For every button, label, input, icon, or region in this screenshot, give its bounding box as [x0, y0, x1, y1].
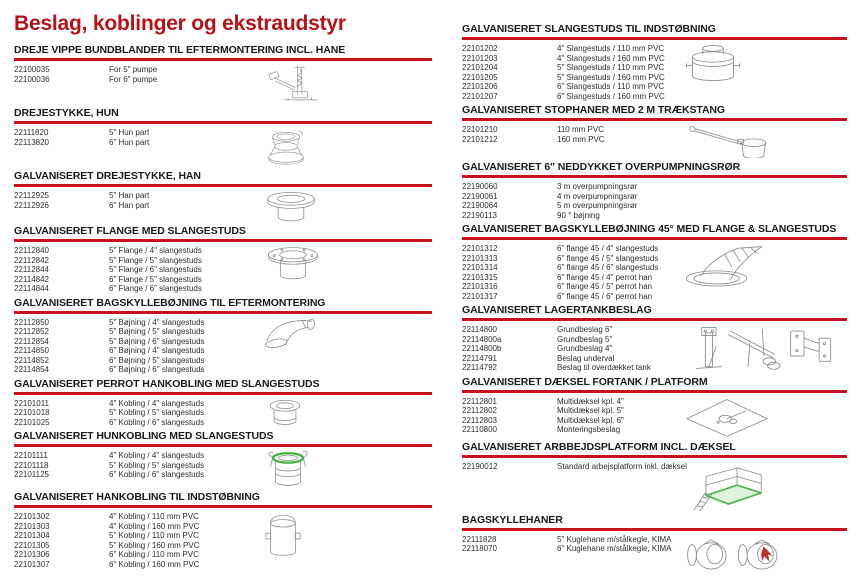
- part-number: 22114844: [14, 284, 49, 293]
- part-row: [14, 550, 229, 560]
- part-list: [462, 324, 677, 373]
- part-row: [462, 354, 677, 364]
- part-list: [14, 127, 229, 147]
- product-section: [14, 44, 432, 104]
- part-row: [462, 282, 677, 292]
- section-title: GALVANISERET ARBBEJDSPLATFORM INCL. DÆKSEL: [462, 440, 736, 453]
- part-row: [14, 512, 229, 522]
- part-row: [14, 138, 229, 148]
- part-row: [14, 318, 229, 328]
- section-title: GALVANISERET STOPHANER MED 2 M TRÆKSTANG: [462, 104, 725, 116]
- part-number: 22114800: [462, 325, 497, 334]
- part-list: [462, 534, 677, 554]
- section-divider: [462, 175, 847, 178]
- section-title: BAGSKYLLEHANER: [462, 513, 563, 526]
- part-row: [14, 522, 229, 532]
- section-title: GALVANISERET FLANGE MED SLANGESTUDS: [14, 225, 246, 237]
- part-row: [14, 356, 229, 366]
- flat-elbow-45-drawing: [677, 243, 847, 287]
- part-description: 5" Kobling / 110 mm PVC: [109, 531, 199, 540]
- section-title: GALVANISERET LAGERTANKBESLAG: [462, 304, 652, 316]
- product-section: [462, 161, 847, 220]
- part-number: 22101302: [14, 512, 50, 521]
- part-number: 22101303: [14, 521, 50, 531]
- part-description: Grundbeslag 5": [557, 334, 613, 344]
- part-row: [462, 344, 677, 354]
- part-list: [14, 450, 229, 480]
- part-number: 22101317: [462, 291, 498, 301]
- section-body: [462, 124, 847, 158]
- part-description: 6" Hun part: [109, 137, 150, 147]
- product-section: [462, 104, 847, 158]
- part-description: 6" Kobling / 110 mm PVC: [109, 550, 199, 559]
- section-body: [14, 64, 432, 104]
- ball-valves-drawing: [677, 534, 847, 576]
- part-description: 4" Kobling / 160 mm PVC: [109, 521, 200, 531]
- part-description: 6" Bøjning / 5" slangestuds: [109, 355, 205, 365]
- part-description: 5" Han part: [109, 191, 150, 200]
- part-number: 22101306: [14, 550, 50, 559]
- part-description: 3 m overpumpningsrør: [557, 182, 638, 191]
- part-number: 22112926: [14, 200, 49, 210]
- section-body: [14, 127, 432, 167]
- part-row: [462, 244, 677, 254]
- section-divider: [462, 455, 847, 458]
- part-number: 22112842: [14, 255, 49, 265]
- part-number: 22114791: [462, 353, 497, 363]
- part-row: [462, 416, 677, 426]
- left-column: [14, 6, 432, 579]
- part-row: [14, 75, 229, 85]
- part-row: [462, 125, 677, 135]
- part-description: 110 mm PVC: [557, 125, 604, 134]
- part-row: [462, 325, 677, 335]
- part-description: 5" Flange / 4" slangestuds: [109, 246, 202, 255]
- part-row: [462, 135, 677, 145]
- section-divider: [462, 390, 847, 393]
- elbow-drawing: [229, 317, 432, 349]
- section-title: GALVANISERET HANKOBLING TIL INDSTØBNING: [14, 491, 260, 503]
- part-row: [14, 191, 229, 201]
- section-body: [462, 396, 847, 438]
- part-number: 22112840: [14, 246, 49, 255]
- part-row: [462, 292, 677, 302]
- part-row: [462, 82, 677, 92]
- part-number: 22190113: [462, 210, 497, 220]
- part-description: 5" Bøjning / 5" slangestuds: [109, 327, 205, 336]
- section-title: GALVANISERET DREJESTYKKE, HAN: [14, 170, 201, 182]
- section-divider: [14, 58, 432, 61]
- product-section: [14, 225, 432, 294]
- section-body: [462, 324, 847, 373]
- studs-castin-drawing: [677, 43, 847, 83]
- part-row: [14, 418, 229, 428]
- work-platform-drawing: [677, 461, 847, 511]
- part-number: 22190060: [462, 182, 498, 191]
- part-row: [462, 335, 677, 345]
- section-divider: [462, 528, 847, 531]
- stop-valve-drawing: [677, 124, 847, 158]
- product-section: [14, 170, 432, 222]
- part-description: 5" Kobling / 5" slangestuds: [109, 408, 205, 417]
- part-description: 6" flange 45 / 5" slangestuds: [557, 253, 659, 263]
- section-divider: [14, 239, 432, 242]
- part-number: 22101118: [14, 460, 49, 470]
- swivel-male-drawing: [229, 190, 432, 222]
- product-section: [14, 107, 432, 167]
- part-description: 4" Kobling / 110 mm PVC: [109, 512, 199, 521]
- section-body: [14, 450, 432, 488]
- part-list: [462, 43, 677, 101]
- part-row: [14, 256, 229, 266]
- part-row: [14, 399, 229, 409]
- part-number: 22101018: [14, 408, 50, 417]
- part-list: [462, 396, 677, 435]
- part-description: 5" Bøjning / 6" slangestuds: [109, 336, 205, 346]
- part-list: [462, 124, 677, 144]
- part-number: 22112852: [14, 327, 49, 336]
- section-title: GALVANISERET BAGSKYLLEBØJNING TIL EFTERMONTERING: [14, 296, 326, 309]
- part-description: 6" Bøjning / 4" slangestuds: [109, 346, 205, 355]
- part-description: 6" Flange / 6" slangestuds: [109, 284, 202, 293]
- part-number: 22190064: [462, 201, 498, 210]
- part-row: [462, 461, 687, 472]
- part-description: 4 m overpumpningsrør: [557, 191, 638, 201]
- part-description: 5" Slangestuds / 160 mm PVC: [557, 72, 665, 82]
- part-number: 22114800a: [462, 334, 502, 344]
- part-number: 22101307: [14, 559, 50, 569]
- part-number: 22112803: [462, 415, 497, 425]
- product-section: [462, 441, 847, 511]
- part-row: [14, 275, 229, 285]
- part-description: Standard arbejsplatform inkl. dæksel: [557, 461, 687, 471]
- part-number: 22101210: [462, 125, 498, 134]
- part-row: [462, 535, 677, 545]
- part-number: 22112850: [14, 317, 49, 327]
- part-description: Multidæksel kpl. 5": [557, 406, 624, 415]
- part-number: 22114800b: [462, 344, 502, 353]
- part-number: 22114792: [462, 363, 497, 372]
- product-section: [14, 491, 432, 569]
- part-row: [462, 544, 677, 554]
- part-list: [14, 317, 229, 375]
- part-number: 22113820: [14, 137, 49, 147]
- part-description: 6" flange 45 / 4" slangestuds: [557, 244, 659, 253]
- part-description: 6" flange 45 / 6" slangestuds: [557, 263, 659, 272]
- male-coupling-castin-drawing: [229, 511, 432, 557]
- product-section: [462, 223, 847, 301]
- part-row: [14, 346, 229, 356]
- part-description: Beslag til overdækket tank: [557, 363, 651, 372]
- product-section: [462, 304, 847, 373]
- part-description: 5" Kuglehane m/stålkegle, KIMA: [557, 534, 672, 544]
- part-row: [14, 201, 229, 211]
- swivel-female-drawing: [229, 127, 432, 167]
- part-list: [462, 243, 677, 301]
- part-list: [14, 398, 229, 428]
- part-row: [14, 470, 229, 480]
- part-description: 90 ° bøjning: [557, 210, 600, 220]
- part-number: 22101313: [462, 253, 498, 263]
- part-list: [14, 511, 229, 569]
- part-number: 22112801: [462, 396, 497, 406]
- part-number: 22101212: [462, 134, 498, 144]
- part-number: 22190012: [462, 461, 498, 471]
- section-title: GALVANISERET 6" NEDDYKKET OVERPUMPNINGSRØR: [462, 161, 741, 173]
- part-number: 22101206: [462, 82, 498, 91]
- part-number: 22118070: [462, 544, 497, 553]
- part-description: 5" Hun part: [109, 128, 150, 137]
- section-divider: [14, 444, 432, 447]
- part-number: 22100035: [14, 65, 50, 74]
- section-title: GALVANISERET DÆKSEL FORTANK / PLATFORM: [462, 375, 708, 388]
- part-number: 22101312: [462, 244, 498, 253]
- part-description: Monteringsbeslag: [557, 425, 621, 434]
- part-row: [14, 461, 229, 471]
- section-body: [462, 43, 847, 101]
- part-number: 22112844: [14, 265, 49, 274]
- part-number: 22111820: [14, 128, 49, 137]
- part-number: 22112854: [14, 336, 49, 346]
- part-description: 4" Slangestuds / 160 mm PVC: [557, 53, 665, 63]
- part-number: 22101304: [14, 531, 50, 540]
- part-row: [14, 531, 229, 541]
- part-description: 6" Bøjning / 6" slangestuds: [109, 365, 205, 374]
- part-row: [14, 284, 229, 294]
- part-number: 22101111: [14, 451, 48, 460]
- section-divider: [14, 505, 432, 508]
- part-list: [462, 461, 687, 472]
- part-description: 6" Slangestuds / 160 mm PVC: [557, 91, 665, 101]
- part-number: 22101205: [462, 72, 498, 82]
- part-number: 22112802: [462, 406, 497, 415]
- product-section: [14, 378, 432, 428]
- part-row: [14, 65, 229, 75]
- part-number: 22101204: [462, 63, 498, 72]
- part-number: 22101315: [462, 272, 498, 282]
- part-number: 22114842: [14, 274, 49, 284]
- section-body: [462, 534, 847, 576]
- part-number: 22101011: [14, 398, 49, 408]
- section-title: DREJESTYKKE, HUN: [14, 107, 119, 119]
- part-number: 22101207: [462, 91, 498, 101]
- part-description: Multidæksel kpl. 4": [557, 396, 624, 406]
- part-description: 6" Slangestuds / 110 mm PVC: [557, 82, 665, 91]
- part-description: For 5" pumpe: [109, 65, 158, 74]
- part-row: [462, 192, 677, 202]
- part-number: 22112925: [14, 191, 49, 200]
- section-title: GALVANISERET PERROT HANKOBLING MED SLANGESTUDS: [14, 377, 320, 390]
- part-row: [462, 425, 677, 435]
- part-description: 4" Kobling / 4" slangestuds: [109, 398, 205, 408]
- part-description: 6" Kobling / 6" slangestuds: [109, 470, 205, 479]
- part-description: 4" Slangestuds / 110 mm PVC: [557, 44, 665, 53]
- part-description: 5" Bøjning / 4" slangestuds: [109, 317, 205, 327]
- part-description: 5" Slangestuds / 110 mm PVC: [557, 63, 665, 72]
- part-description: 5" Flange / 5" slangestuds: [109, 255, 202, 265]
- part-row: [462, 406, 677, 416]
- part-row: [14, 408, 229, 418]
- part-row: [14, 327, 229, 337]
- right-column: [462, 6, 847, 579]
- part-number: 22114852: [14, 355, 49, 365]
- part-description: 6" Han part: [109, 200, 150, 210]
- part-row: [462, 54, 677, 64]
- part-description: 5 m overpumpningsrør: [557, 201, 638, 210]
- part-number: 22114850: [14, 346, 49, 355]
- part-number: 22101314: [462, 263, 498, 272]
- part-number: 22101025: [14, 417, 50, 427]
- section-body: [462, 461, 847, 511]
- part-list: [14, 245, 229, 294]
- section-divider: [462, 237, 847, 240]
- section-divider: [14, 311, 432, 314]
- part-row: [462, 397, 677, 407]
- part-list: [462, 181, 677, 220]
- part-number: 22101316: [462, 282, 498, 291]
- part-number: 22101202: [462, 44, 498, 53]
- part-description: 5" Kobling / 5" slangestuds: [109, 460, 205, 470]
- cover-plate-drawing: [677, 396, 847, 438]
- part-description: Multidæksel kpl. 6": [557, 415, 624, 425]
- product-section: [462, 376, 847, 438]
- section-divider: [462, 37, 847, 40]
- part-row: [462, 263, 677, 273]
- part-row: [462, 92, 677, 102]
- product-section: [462, 514, 847, 576]
- section-divider: [14, 392, 432, 395]
- part-row: [462, 182, 677, 192]
- part-row: [462, 73, 677, 83]
- section-title: GALVANISERET SLANGESTUDS TIL INDSTØBNING: [462, 23, 716, 35]
- part-row: [14, 541, 229, 551]
- part-number: 22101203: [462, 53, 498, 63]
- section-divider: [462, 318, 847, 321]
- part-row: [462, 273, 677, 283]
- part-row: [14, 265, 229, 275]
- flange-studs-drawing: [229, 245, 432, 285]
- part-row: [462, 363, 677, 373]
- section-body: [462, 243, 847, 301]
- part-description: 160 mm PVC: [557, 134, 605, 144]
- part-description: 6" Kuglehane m/stålkegle, KIMA: [557, 544, 672, 553]
- page-title: Beslag, koblinger og ekstraudstyr: [14, 12, 346, 35]
- section-title: DREJE VIPPE BUNDBLANDER TIL EFTERMONTERING INCL. HANE: [14, 44, 346, 56]
- product-section: [462, 23, 847, 101]
- part-row: [14, 246, 229, 256]
- product-section: [14, 430, 432, 488]
- part-row: [14, 128, 229, 138]
- part-description: For 6" pumpe: [109, 74, 158, 84]
- part-row: [14, 560, 229, 570]
- section-divider: [462, 118, 847, 121]
- product-section: [14, 297, 432, 375]
- part-row: [14, 451, 229, 461]
- part-row: [462, 211, 677, 221]
- part-number: 22114854: [14, 365, 49, 374]
- camlock-female-coupling-drawing: [229, 450, 432, 488]
- part-description: Beslag underval: [557, 353, 615, 363]
- section-title: GALVANISERET BAGSKYLLEBØJNING 45° MED FLANGE & SLANGESTUDS: [462, 223, 837, 235]
- part-number: 22190061: [462, 191, 498, 201]
- part-description: 6" flange 45 / 6" perrot han: [557, 291, 653, 301]
- section-body: [14, 511, 432, 569]
- section-divider: [14, 184, 432, 187]
- part-description: 6" flange 45 / 4" perrot han: [557, 272, 653, 282]
- tank-brackets-drawing: [677, 324, 847, 372]
- part-description: 6" Kobling / 160 mm PVC: [109, 559, 200, 569]
- part-row: [462, 254, 677, 264]
- part-row: [14, 337, 229, 347]
- perrot-male-coupling-drawing: [229, 398, 432, 426]
- section-body: [462, 181, 847, 220]
- part-number: 22101305: [14, 540, 50, 550]
- section-divider: [14, 121, 432, 124]
- part-row: [14, 365, 229, 375]
- part-description: Grundbeslag 4": [557, 344, 613, 353]
- part-row: [462, 63, 677, 73]
- part-description: 5" Flange / 6" slangestuds: [109, 265, 202, 274]
- part-row: [462, 201, 677, 211]
- part-description: 6" Kobling / 6" slangestuds: [109, 417, 205, 427]
- section-body: [14, 190, 432, 222]
- part-description: 5" Kobling / 160 mm PVC: [109, 540, 200, 550]
- part-list: [14, 190, 229, 210]
- section-body: [14, 398, 432, 428]
- part-number: 22101125: [14, 470, 49, 479]
- section-body: [14, 317, 432, 375]
- part-description: Grundbeslag 6": [557, 325, 613, 334]
- part-description: 6" Flange / 5" slangestuds: [109, 274, 202, 284]
- part-number: 22100036: [14, 74, 50, 84]
- pump-mount-drawing: [229, 64, 432, 104]
- section-title: GALVANISERET HUNKOBLING MED SLANGESTUDS: [14, 430, 274, 442]
- part-list: [14, 64, 229, 84]
- part-description: 6" flange 45 / 5" perrot han: [557, 282, 653, 291]
- part-description: 4" Kobling / 4" slangestuds: [109, 451, 205, 460]
- part-row: [462, 44, 677, 54]
- part-number: 22110800: [462, 425, 497, 434]
- part-number: 22111828: [462, 534, 497, 544]
- section-body: [14, 245, 432, 294]
